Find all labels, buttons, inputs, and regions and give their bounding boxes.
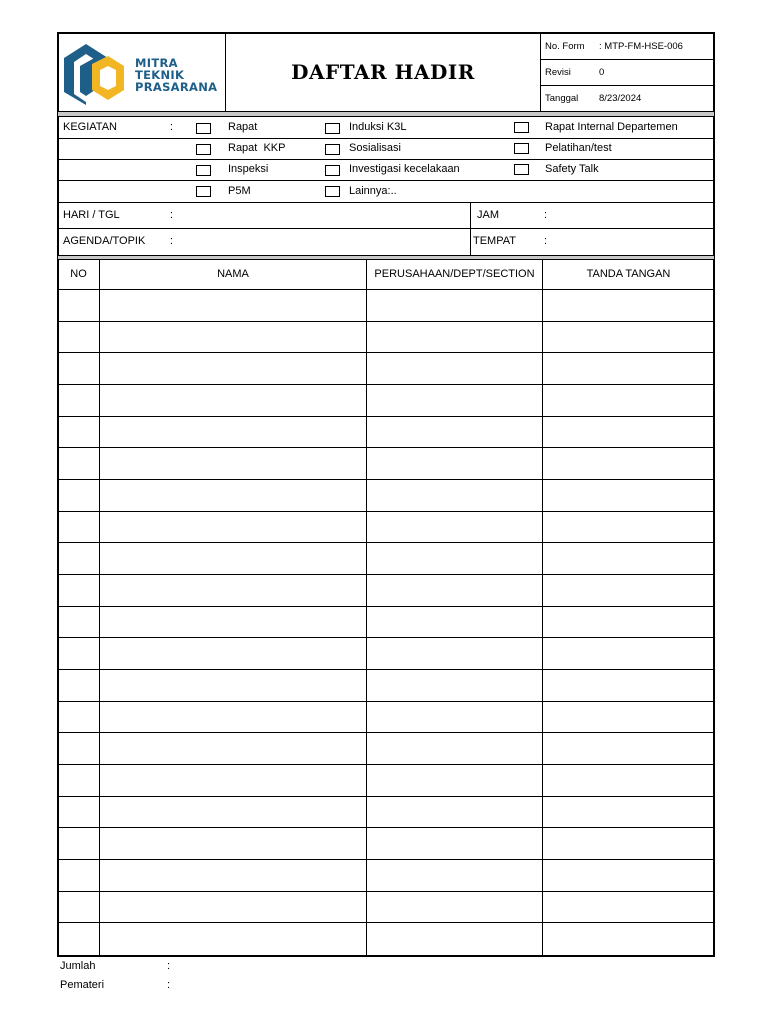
checkbox-pelatihan[interactable] xyxy=(514,143,529,154)
meta-value-tanggal: 8/23/2024 xyxy=(599,93,642,104)
meta-row-line-1 xyxy=(541,59,714,60)
jam-value[interactable]: : xyxy=(544,209,548,221)
hari-value[interactable]: : xyxy=(170,209,174,221)
meta-row-line-2 xyxy=(541,85,714,86)
jumlah-label: Jumlah xyxy=(60,960,96,972)
logo-icon xyxy=(62,42,126,106)
table-row[interactable] xyxy=(59,543,714,575)
table-separator-bottom xyxy=(58,259,714,260)
checkbox-induksi-k3l[interactable] xyxy=(325,123,340,134)
kegiatan-row-line-1 xyxy=(58,138,714,139)
kegiatan-row-line-2 xyxy=(58,159,714,160)
meta-label-tanggal: Tanggal xyxy=(545,93,579,104)
table-row[interactable] xyxy=(59,765,714,797)
frame-top xyxy=(57,32,715,34)
meta-label-no-form: No. Form xyxy=(545,41,585,52)
table-row[interactable] xyxy=(59,353,714,385)
table-row[interactable] xyxy=(59,322,714,354)
header-no: NO xyxy=(70,268,87,280)
pemateri-label: Pemateri xyxy=(60,979,105,991)
logo-line-2: TEKNIK xyxy=(135,68,185,82)
checkbox-inspeksi[interactable] xyxy=(196,165,211,176)
option-safety-talk: Safety Talk xyxy=(545,163,599,175)
company-logo xyxy=(62,42,126,106)
kegiatan-colon: : xyxy=(170,121,174,133)
table-row[interactable] xyxy=(59,797,714,829)
checkbox-p5m[interactable] xyxy=(196,186,211,197)
option-rapat: Rapat xyxy=(228,121,258,133)
checkbox-lainnya[interactable] xyxy=(325,186,340,197)
table-row[interactable] xyxy=(59,702,714,734)
pemateri-value[interactable]: : xyxy=(167,979,171,991)
table-row[interactable] xyxy=(59,923,714,955)
info-row-line xyxy=(58,228,714,229)
header-nama: NAMA xyxy=(217,268,249,280)
table-row[interactable] xyxy=(59,417,714,449)
tempat-value[interactable]: : xyxy=(544,235,548,247)
logo-line-1: MITRA xyxy=(135,56,178,70)
frame-bottom xyxy=(57,955,715,957)
option-rapat-kkp: Rapat KKP xyxy=(228,142,286,154)
checkbox-sosialisasi[interactable] xyxy=(325,144,340,155)
table-row[interactable] xyxy=(59,828,714,860)
checkbox-rapat-kkp[interactable] xyxy=(196,144,211,155)
option-sosialisasi: Sosialisasi xyxy=(349,142,401,154)
table-row[interactable] xyxy=(59,448,714,480)
header-separator-bottom xyxy=(58,116,714,117)
option-rapat-internal: Rapat Internal Departemen xyxy=(545,121,678,133)
checkbox-safety-talk[interactable] xyxy=(514,164,529,175)
checkbox-rapat[interactable] xyxy=(196,123,211,134)
jumlah-value[interactable]: : xyxy=(167,960,171,972)
table-row[interactable] xyxy=(59,860,714,892)
kegiatan-label: KEGIATAN xyxy=(63,121,117,133)
table-row[interactable] xyxy=(59,290,714,322)
kegiatan-row-line-4 xyxy=(58,202,714,203)
checkbox-rapat-internal[interactable] xyxy=(514,122,529,133)
logo-line-3: PRASARANA xyxy=(135,80,218,94)
agenda-label: AGENDA/TOPIK xyxy=(63,235,146,247)
table-row[interactable] xyxy=(59,575,714,607)
option-investigasi: Investigasi kecelakaan xyxy=(349,163,460,175)
checkbox-investigasi[interactable] xyxy=(325,165,340,176)
table-row[interactable] xyxy=(59,892,714,924)
page-title: DAFTAR HADIR xyxy=(291,60,475,84)
info-divider xyxy=(470,202,471,255)
tempat-label: TEMPAT xyxy=(473,235,516,247)
table-row[interactable] xyxy=(59,638,714,670)
table-row[interactable] xyxy=(59,670,714,702)
logo-text xyxy=(135,57,217,93)
header-tanda-tangan: TANDA TANGAN xyxy=(586,268,671,280)
table-row[interactable] xyxy=(59,385,714,417)
option-pelatihan: Pelatihan/test xyxy=(545,142,612,154)
table-row[interactable] xyxy=(59,512,714,544)
table-row[interactable] xyxy=(59,480,714,512)
meta-value-revisi: 0 xyxy=(599,67,605,78)
header-divider-2 xyxy=(540,33,541,111)
option-induksi-k3l: Induksi K3L xyxy=(349,121,407,133)
meta-value-no-form: : MTP-FM-HSE-006 xyxy=(599,41,683,52)
header-section: PERUSAHAAN/DEPT/SECTION xyxy=(374,268,535,280)
option-inspeksi: Inspeksi xyxy=(228,163,269,175)
option-p5m: P5M xyxy=(228,185,251,197)
option-lainnya: Lainnya:.. xyxy=(349,185,397,197)
hari-label: HARI / TGL xyxy=(63,209,120,221)
table-row[interactable] xyxy=(59,607,714,639)
table-row[interactable] xyxy=(59,733,714,765)
meta-label-revisi: Revisi xyxy=(545,67,571,78)
jam-label: JAM xyxy=(477,209,499,221)
kegiatan-row-line-3 xyxy=(58,180,714,181)
agenda-value[interactable]: : xyxy=(170,235,174,247)
